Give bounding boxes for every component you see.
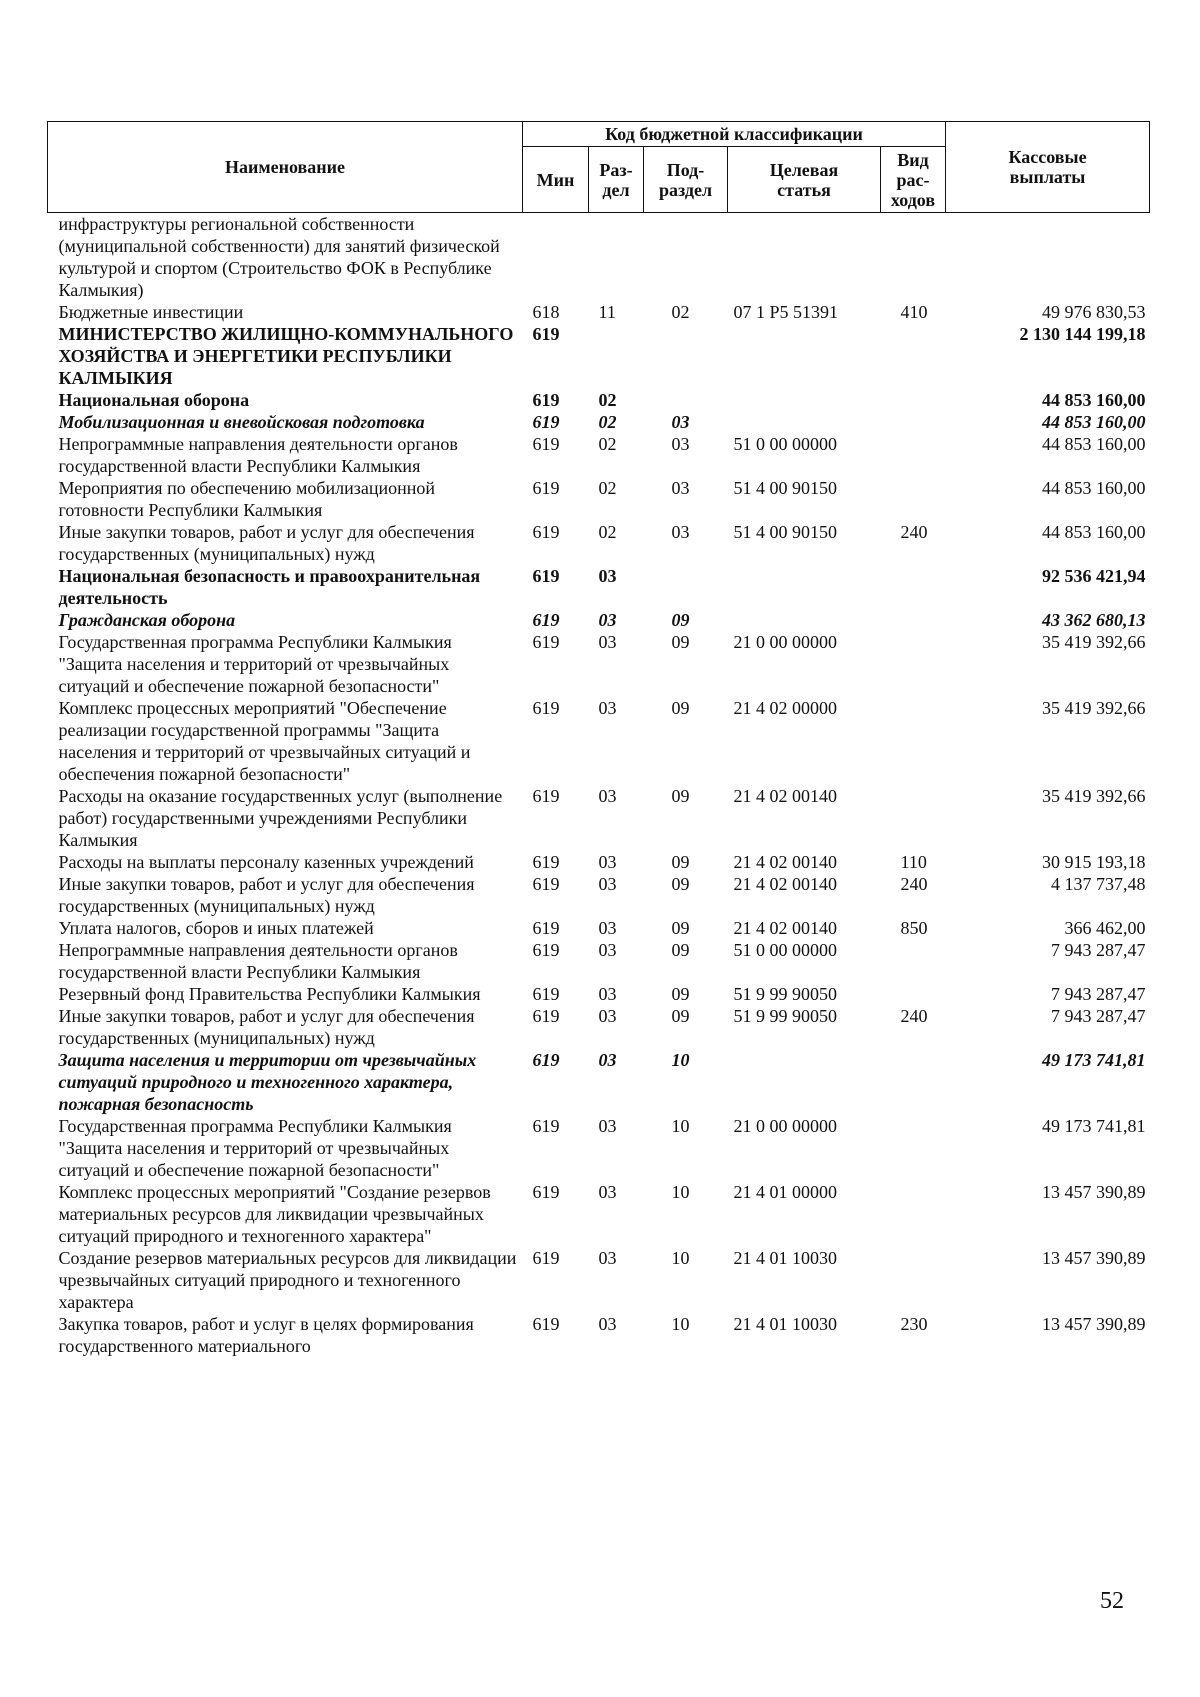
cell-cel: 07 1 Р5 51391 <box>733 302 839 322</box>
cell-vid <box>881 477 946 521</box>
cell-min: 619 <box>532 1248 560 1268</box>
cell-name: Комплекс процессных мероприятий "Обеспечение реализации государственной программы "Защита населения и территорий от чрезвычайных ситуаций и обеспечения пожарной безопасности" <box>58 698 471 784</box>
cell-cel: 21 4 01 10030 <box>733 1314 837 1334</box>
cell-min: 619 <box>532 610 560 630</box>
cell-vid: 240 <box>900 1006 928 1026</box>
cell-cel: 21 4 02 00140 <box>733 786 837 806</box>
table-row <box>48 1313 1150 1357</box>
header-name: Наименование <box>48 122 523 213</box>
table-row <box>48 939 1150 983</box>
cell-name: Расходы на выплаты персоналу казенных учреждений <box>58 852 474 872</box>
cell-podrazdel: 09 <box>671 940 690 960</box>
cell-cel: 51 0 00 00000 <box>733 434 837 454</box>
cell-sum: 13 457 390,89 <box>1042 1248 1146 1268</box>
cell-podrazdel: 10 <box>671 1182 690 1202</box>
cell-razdel <box>589 323 644 389</box>
cell-sum <box>946 213 1150 302</box>
cell-cel: 51 4 00 90150 <box>733 478 837 498</box>
page-number: 52 <box>1100 1588 1124 1614</box>
table-header <box>48 122 1150 213</box>
cell-podrazdel <box>644 389 728 411</box>
cell-vid: 240 <box>900 522 928 542</box>
cell-name: Гражданская оборона <box>58 610 236 630</box>
header-celevaya: Целевая статья <box>728 147 881 213</box>
cell-podrazdel: 09 <box>671 984 690 1004</box>
cell-podrazdel: 09 <box>671 852 690 872</box>
cell-vid <box>881 983 946 1005</box>
cell-name: Мобилизационная и вневойсковая подготовка <box>58 412 425 432</box>
cell-cel: 21 4 01 10030 <box>733 1248 837 1268</box>
cell-min: 619 <box>532 1314 560 1334</box>
cell-sum: 7 943 287,47 <box>1051 1006 1146 1026</box>
table-row <box>48 697 1150 785</box>
cell-cel: 51 9 99 90050 <box>733 984 837 1004</box>
cell-razdel: 03 <box>598 610 617 630</box>
cell-vid <box>881 565 946 609</box>
cell-cel: 21 4 02 00140 <box>733 874 837 894</box>
table-row <box>48 1049 1150 1115</box>
cell-sum: 49 976 830,53 <box>1042 302 1146 322</box>
cell-name: Непрограммные направления деятельности органов государственной власти Республики Калмыкия <box>58 434 458 476</box>
header-summa: Кассовые выплаты <box>946 122 1150 213</box>
cell-name: Расходы на оказание государственных услуг (выполнение работ) государственными учреждениями Республики Калмыкия <box>58 786 503 850</box>
cell-min: 619 <box>532 412 560 432</box>
cell-sum: 7 943 287,47 <box>1051 940 1146 960</box>
cell-sum: 49 173 741,81 <box>1042 1050 1146 1070</box>
cell-cel: 21 0 00 00000 <box>733 1116 837 1136</box>
table-row <box>48 565 1150 609</box>
table-row <box>48 1115 1150 1181</box>
cell-name: Закупка товаров, работ и услуг в целях формирования государственного материального <box>58 1314 474 1356</box>
cell-razdel <box>589 213 644 302</box>
cell-vid <box>881 631 946 697</box>
cell-podrazdel: 09 <box>671 610 690 630</box>
table-row <box>48 1247 1150 1313</box>
cell-podrazdel: 09 <box>671 1006 690 1026</box>
table-row <box>48 521 1150 565</box>
cell-podrazdel: 10 <box>671 1050 690 1070</box>
cell-sum: 366 462,00 <box>1064 918 1146 938</box>
table-row <box>48 323 1150 389</box>
table-body <box>48 213 1150 1358</box>
cell-cel: 51 4 00 90150 <box>733 522 837 542</box>
cell-sum: 35 419 392,66 <box>1042 698 1146 718</box>
cell-razdel: 02 <box>598 412 617 432</box>
cell-vid <box>881 411 946 433</box>
cell-vid <box>881 697 946 785</box>
cell-cel <box>728 323 881 389</box>
cell-podrazdel: 03 <box>671 412 690 432</box>
header-vid: Вид рас- ходов <box>881 147 946 213</box>
header-razdel: Раз- дел <box>589 147 644 213</box>
cell-sum: 44 853 160,00 <box>1042 522 1146 542</box>
cell-cel: 21 4 01 00000 <box>733 1182 837 1202</box>
cell-razdel: 03 <box>598 1314 617 1334</box>
cell-name: МИНИСТЕРСТВО ЖИЛИЩНО-КОММУНАЛЬНОГО ХОЗЯЙСТВА И ЭНЕРГЕТИКИ РЕСПУБЛИКИ КАЛМЫКИЯ <box>58 324 514 388</box>
cell-name: Создание резервов материальных ресурсов для ликвидации чрезвычайных ситуаций природного и техногенного характера <box>58 1248 517 1312</box>
table-row <box>48 411 1150 433</box>
cell-razdel: 03 <box>598 918 617 938</box>
table-row <box>48 477 1150 521</box>
cell-min: 619 <box>532 478 560 498</box>
cell-name: Комплекс процессных мероприятий "Создание резервов материальных ресурсов для ликвидации чрезвычайных ситуаций природного и техногенного характера" <box>58 1182 491 1246</box>
cell-sum: 4 137 737,48 <box>1051 874 1146 894</box>
cell-name: Государственная программа Республики Калмыкия "Защита населения и территорий от чрезвычайных ситуаций и обеспечение пожарной безопасности" <box>58 632 452 696</box>
cell-razdel: 03 <box>598 566 617 586</box>
table-row <box>48 851 1150 873</box>
cell-vid: 240 <box>900 874 928 894</box>
cell-razdel: 02 <box>598 390 617 410</box>
cell-min: 619 <box>532 1116 560 1136</box>
cell-cel: 21 0 00 00000 <box>733 632 837 652</box>
cell-name: Государственная программа Республики Калмыкия "Защита населения и территорий от чрезвычайных ситуаций и обеспечение пожарной безопасности" <box>58 1116 452 1180</box>
table-row <box>48 917 1150 939</box>
table-row <box>48 1181 1150 1247</box>
table-row <box>48 213 1150 302</box>
cell-podrazdel: 03 <box>671 522 690 542</box>
cell-podrazdel: 10 <box>671 1314 690 1334</box>
cell-razdel: 02 <box>598 478 617 498</box>
cell-sum: 92 536 421,94 <box>1042 566 1146 586</box>
cell-sum: 13 457 390,89 <box>1042 1182 1146 1202</box>
cell-min: 619 <box>532 940 560 960</box>
cell-podrazdel <box>644 565 728 609</box>
cell-vid <box>881 939 946 983</box>
cell-vid: 850 <box>900 918 928 938</box>
cell-min: 618 <box>532 302 560 322</box>
cell-min <box>523 213 589 302</box>
cell-razdel: 03 <box>598 1182 617 1202</box>
cell-cel <box>728 411 881 433</box>
cell-podrazdel: 10 <box>671 1116 690 1136</box>
cell-vid: 110 <box>900 852 927 872</box>
cell-min: 619 <box>532 566 560 586</box>
cell-min: 619 <box>532 984 560 1004</box>
cell-podrazdel: 09 <box>671 698 690 718</box>
cell-name: Иные закупки товаров, работ и услуг для обеспечения государственных (муниципальных) нужд <box>58 874 475 916</box>
cell-razdel: 03 <box>598 1006 617 1026</box>
cell-vid <box>881 213 946 302</box>
cell-cel: 51 0 00 00000 <box>733 940 837 960</box>
table-row <box>48 785 1150 851</box>
cell-vid <box>881 1115 946 1181</box>
cell-name: Защита населения и территории от чрезвычайных ситуаций природного и техногенного характера, пожарная безопасность <box>58 1050 477 1114</box>
cell-sum: 35 419 392,66 <box>1042 632 1146 652</box>
cell-podrazdel: 02 <box>671 302 690 322</box>
cell-cel <box>728 609 881 631</box>
cell-min: 619 <box>532 632 560 652</box>
cell-razdel: 03 <box>598 1248 617 1268</box>
cell-min: 619 <box>532 852 560 872</box>
cell-razdel: 02 <box>598 434 617 454</box>
cell-name: инфраструктуры региональной собственности (муниципальной собственности) для занятий физической культурой и спортом (Строительство ФОК в Республике Калмыкия) <box>58 214 500 300</box>
table-row <box>48 631 1150 697</box>
cell-min: 619 <box>532 324 560 344</box>
cell-min: 619 <box>532 390 560 410</box>
cell-vid <box>881 323 946 389</box>
cell-sum: 2 130 144 199,18 <box>1019 324 1146 344</box>
cell-vid <box>881 433 946 477</box>
cell-min: 619 <box>532 786 560 806</box>
cell-cel: 21 4 02 00000 <box>733 698 837 718</box>
header-min: Мин <box>523 147 589 213</box>
budget-table <box>47 121 1150 1357</box>
cell-podrazdel: 09 <box>671 786 690 806</box>
cell-cel: 21 4 02 00140 <box>733 852 837 872</box>
cell-razdel: 03 <box>598 1050 617 1070</box>
cell-min: 619 <box>532 1050 560 1070</box>
cell-name: Резервный фонд Правительства Республики Калмыкия <box>58 984 481 1004</box>
table-row <box>48 301 1150 323</box>
cell-min: 619 <box>532 874 560 894</box>
cell-sum: 13 457 390,89 <box>1042 1314 1146 1334</box>
cell-podrazdel: 03 <box>671 478 690 498</box>
table-row <box>48 873 1150 917</box>
cell-min: 619 <box>532 698 560 718</box>
cell-razdel: 03 <box>598 940 617 960</box>
cell-cel <box>728 565 881 609</box>
cell-sum: 7 943 287,47 <box>1051 984 1146 1004</box>
cell-name: Мероприятия по обеспечению мобилизационной готовности Республики Калмыкия <box>58 478 436 520</box>
cell-min: 619 <box>532 434 560 454</box>
cell-podrazdel <box>644 323 728 389</box>
cell-razdel: 03 <box>598 698 617 718</box>
cell-cel <box>728 213 881 302</box>
cell-razdel: 03 <box>598 1116 617 1136</box>
cell-min: 619 <box>532 918 560 938</box>
cell-razdel: 03 <box>598 632 617 652</box>
table-row <box>48 433 1150 477</box>
cell-vid <box>881 1049 946 1115</box>
cell-min: 619 <box>532 1182 560 1202</box>
cell-min: 619 <box>532 522 560 542</box>
cell-podrazdel <box>644 213 728 302</box>
cell-razdel: 03 <box>598 984 617 1004</box>
cell-podrazdel: 03 <box>671 434 690 454</box>
cell-razdel: 02 <box>598 522 617 542</box>
cell-vid <box>881 389 946 411</box>
cell-sum: 44 853 160,00 <box>1042 412 1146 432</box>
table-row <box>48 983 1150 1005</box>
cell-podrazdel: 09 <box>671 632 690 652</box>
cell-sum: 44 853 160,00 <box>1042 390 1146 410</box>
cell-vid: 410 <box>900 302 928 322</box>
table-row <box>48 389 1150 411</box>
cell-name: Непрограммные направления деятельности органов государственной власти Республики Калмыкия <box>58 940 458 982</box>
cell-razdel: 03 <box>598 786 617 806</box>
cell-name: Уплата налогов, сборов и иных платежей <box>58 918 374 938</box>
cell-cel <box>728 1049 881 1115</box>
cell-name: Иные закупки товаров, работ и услуг для обеспечения государственных (муниципальных) нужд <box>58 1006 475 1048</box>
cell-sum: 49 173 741,81 <box>1042 1116 1146 1136</box>
cell-sum: 30 915 193,18 <box>1042 852 1146 872</box>
cell-vid <box>881 609 946 631</box>
cell-vid: 230 <box>900 1314 928 1334</box>
cell-sum: 44 853 160,00 <box>1042 434 1146 454</box>
cell-podrazdel: 09 <box>671 918 690 938</box>
cell-cel: 21 4 02 00140 <box>733 918 837 938</box>
cell-min: 619 <box>532 1006 560 1026</box>
cell-vid <box>881 785 946 851</box>
cell-razdel: 03 <box>598 874 617 894</box>
table-row <box>48 1005 1150 1049</box>
cell-podrazdel: 10 <box>671 1248 690 1268</box>
cell-sum: 43 362 680,13 <box>1042 610 1146 630</box>
cell-vid <box>881 1181 946 1247</box>
cell-name: Национальная оборона <box>58 390 250 410</box>
cell-razdel: 03 <box>598 852 617 872</box>
cell-sum: 35 419 392,66 <box>1042 786 1146 806</box>
cell-podrazdel: 09 <box>671 874 690 894</box>
header-podrazdel: Под- раздел <box>644 147 728 213</box>
cell-razdel: 11 <box>598 302 616 322</box>
cell-name: Национальная безопасность и правоохранительная деятельность <box>58 566 481 608</box>
cell-name: Бюджетные инвестиции <box>58 302 244 322</box>
cell-cel <box>728 389 881 411</box>
cell-cel: 51 9 99 90050 <box>733 1006 837 1026</box>
table-row <box>48 609 1150 631</box>
cell-sum: 44 853 160,00 <box>1042 478 1146 498</box>
cell-name: Иные закупки товаров, работ и услуг для обеспечения государственных (муниципальных) нужд <box>58 522 475 564</box>
header-code-group: Код бюджетной классификации <box>523 122 946 147</box>
cell-vid <box>881 1247 946 1313</box>
